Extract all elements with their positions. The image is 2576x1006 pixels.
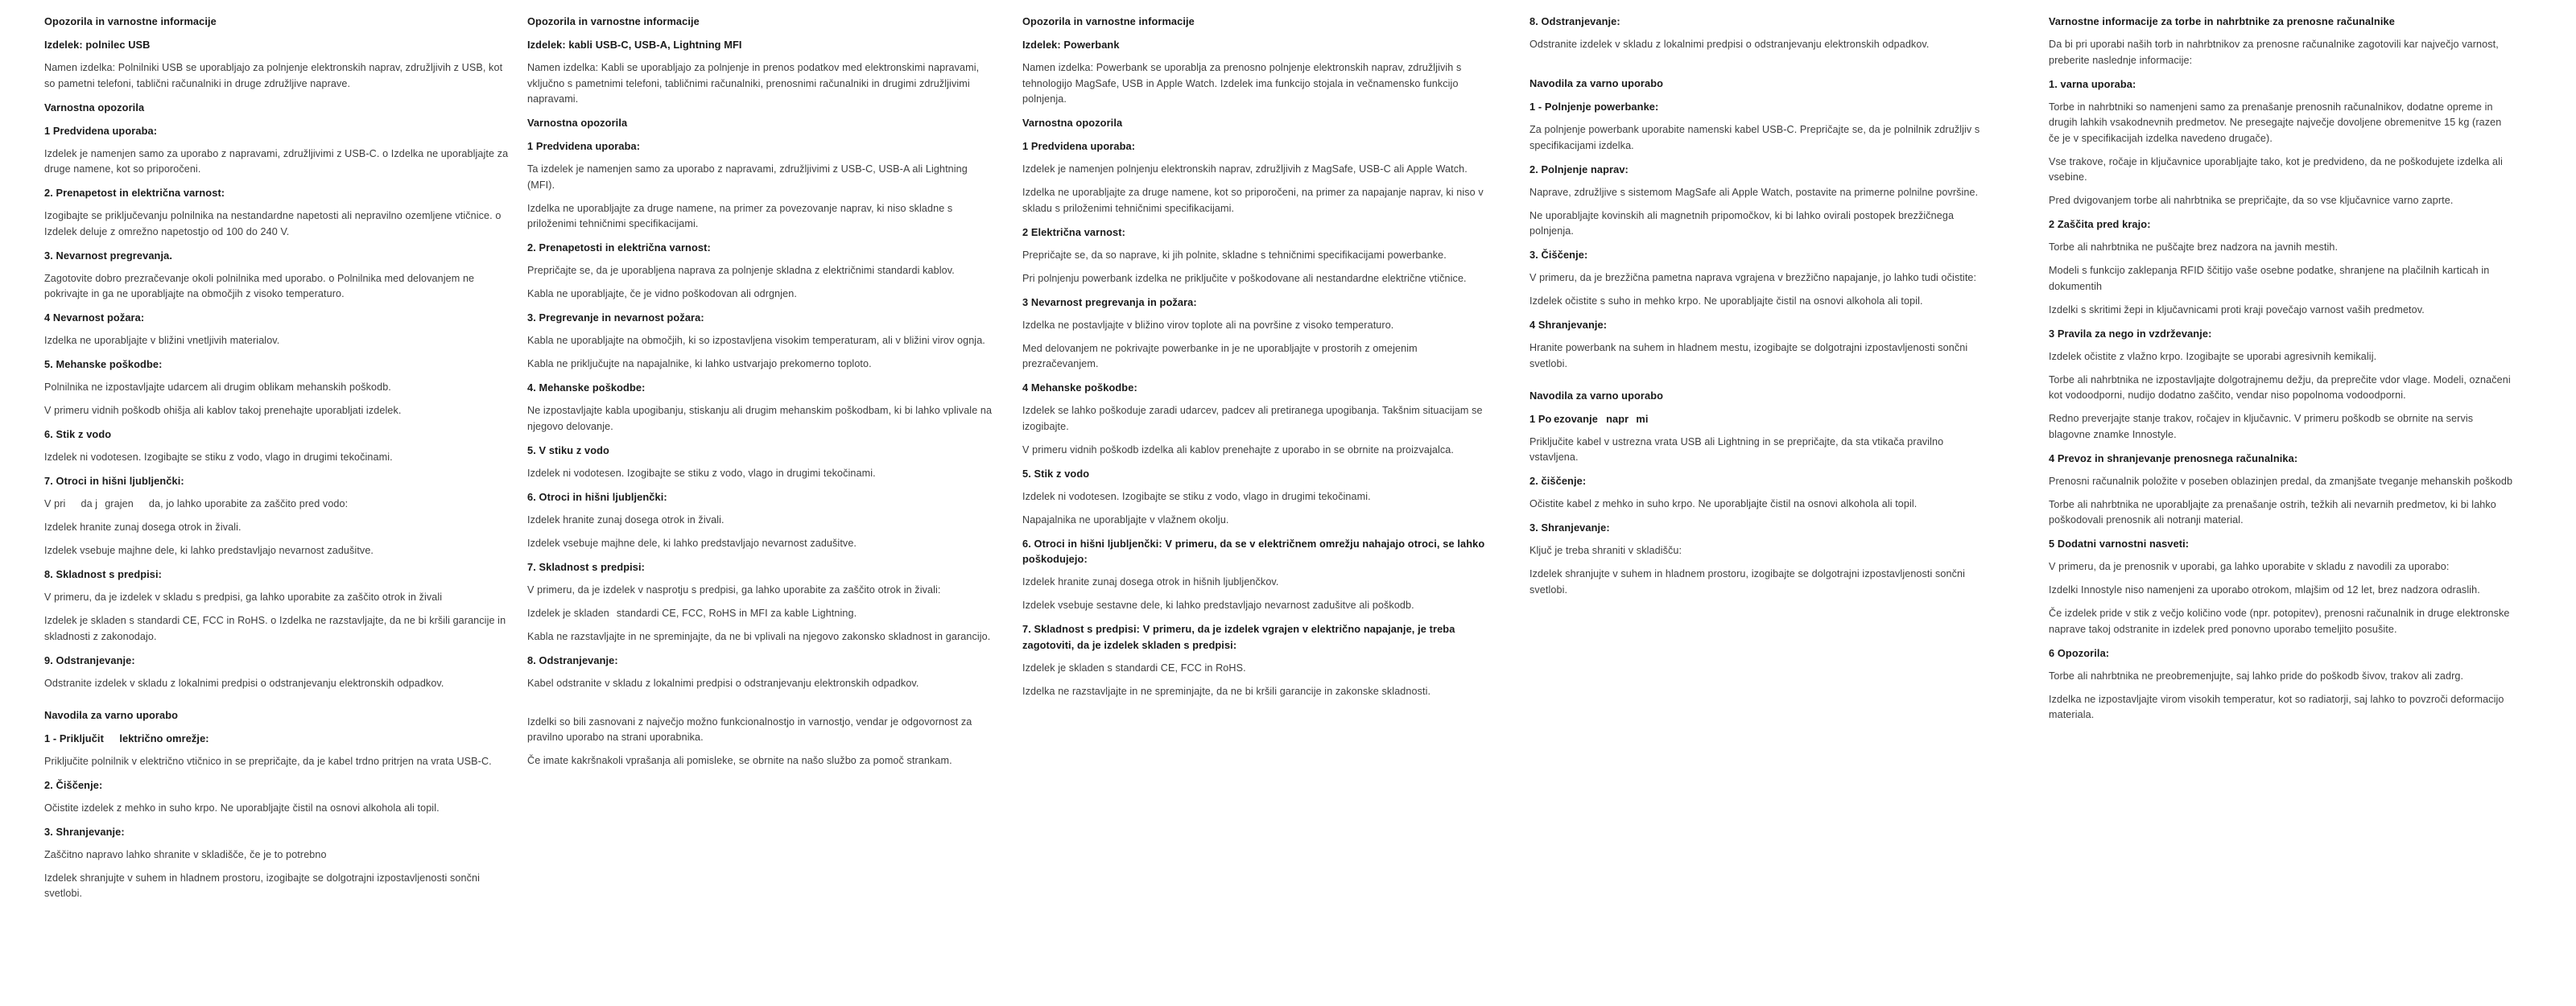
heading: 1 Predvidena uporaba: [1022, 140, 1136, 152]
heading: 3. Nevarnost pregrevanja. [44, 249, 172, 262]
column-cables [527, 14, 993, 777]
paragraph: Ne uporabljajte kovinskih ali magnetnih pripomočkov, ki bi lahko ovirali postopek brezžičnega polnjenja. [1530, 209, 1955, 237]
paragraph: Namen izdelka: Kabli se uporabljajo za polnjenje in prenos podatkov med elektronskimi napravami, vključno s pametnimi telefoni, tabličnimi računalniki, prenosnimi računalniki in drugimi združljivimi napravami. [527, 62, 980, 105]
heading: Izdelek: Powerbank [1022, 39, 1120, 51]
paragraph: Torbe ali nahrbtnika ne izpostavljajte dolgotrajnemu dežju, da preprečite vdor vlage. Modeli, označeni kot vodoodporni, nudijo dodatno zaščito, vendar niso popolnoma vodoodporni. [2049, 373, 2511, 401]
heading: 2. Čiščenje: [44, 778, 103, 791]
spacer [527, 699, 993, 715]
paragraph: Izdelek vsebuje sestavne dele, ki lahko predstavljajo nevarnost zadušitve ali poškodb. [1022, 600, 1414, 611]
paragraph: V primeru vidnih poškodb izdelka ali kablov prenehajte z uporabo in se obrnite na proizvajalca. [1022, 443, 1454, 456]
paragraph: Vse trakove, ročaje in ključavnice uporabljajte tako, kot je predvideno, da ne poškodujete izdelka ali vsebine. [2049, 155, 2503, 183]
paragraph: Naprave, združljive s sistemom MagSafe ali Apple Watch, postavite na primerne polnilne površine. [1530, 186, 1979, 198]
paragraph: Izdelka ne uporabljajte v bližini vnetljivih materialov. [44, 335, 280, 346]
heading: Navodila za varno uporabo [1530, 77, 1664, 89]
heading: 7. Skladnost s predpisi: V primeru, da je izdelek vgrajen v električno napajanje, je treba zagotoviti, da je izdelek skladen s predpisi: [1022, 623, 1455, 651]
paragraph: Očistite izdelek z mehko in suho krpo. Ne uporabljajte čistil na osnovi alkohola ali topil. [44, 802, 440, 814]
paragraph: Izdelek ni vodotesen. Izogibajte se stiku z vodo, vlago in drugimi tekočinami. [527, 467, 876, 479]
paragraph: Modeli s funkcijo zaklepanja RFID ščitijo vaše osebne podatke, shranjene na plačilnih karticah in dokumentih [2049, 265, 2490, 292]
paragraph: Izdelek hranite zunaj dosega otrok in živali. [527, 513, 724, 526]
paragraph: Pred dvigovanjem torbe ali nahrbtnika se prepričajte, da so vse ključavnice varno zaprte. [2049, 195, 2454, 206]
heading: 8. Odstranjevanje: [527, 653, 618, 666]
heading: 2. čiščenje: [1530, 475, 1587, 487]
heading: 5. Stik z vodo [1022, 467, 1090, 480]
paragraph: Med delovanjem ne pokrivajte powerbanke in je ne uporabljajte v prostorih z omejenim prezračevanjem. [1022, 342, 1418, 369]
paragraph: Izdelek je skladen standardi CE, FCC, RoHS in MFI za kable Lightning. [527, 607, 857, 619]
paragraph: Kabla ne priključujte na napajalnike, ki lahko ustvarjajo prekomerno toploto. [527, 358, 872, 369]
heading: Opozorila in varnostne informacije [527, 15, 700, 27]
heading: 3 Nevarnost pregrevanja in požara: [1022, 295, 1197, 308]
heading: Navodila za varno uporabo [44, 708, 179, 721]
heading: 5 Dodatni varnostni nasveti: [2049, 538, 2190, 550]
paragraph: Izdelek vsebuje majhne dele, ki lahko predstavljajo nevarnost zadušitve. [527, 537, 857, 549]
heading: 2 Električna varnost: [1022, 225, 1125, 238]
paragraph: Ključ je treba shraniti v skladišču: [1530, 545, 1682, 556]
paragraph: Torbe ali nahrbtnika ne puščajte brez nadzora na javnih mestih. [2049, 241, 2339, 253]
paragraph: Ta izdelek je namenjen samo za uporabo z napravami, združljivimi z USB-C, USB-A ali Lightning (MFI). [527, 163, 968, 191]
paragraph: Za polnjenje powerbank uporabite namenski kabel USB-C. Prepričajte se, da je polnilnik združljiv s specifikacijami izdelka. [1530, 124, 1980, 151]
heading: Izdelek: kabli USB-C, USB-A, Lightning MFI [527, 39, 742, 51]
paragraph: Kabla ne uporabljajte na območjih, ki so izpostavljena visokim temperaturam, ali v bližini virov ognja. [527, 335, 985, 346]
paragraph: Pri polnjenju powerbank izdelka ne priključite v poškodovane ali nestandardne električne vtičnice. [1022, 272, 1467, 284]
column-powerbank [1022, 14, 1488, 707]
paragraph: Prenosni računalnik položite v poseben oblazinjen predal, da zmanjšate tveganje mehanskih poškodb [2049, 475, 2513, 487]
heading: Varnostna opozorila [527, 117, 628, 129]
paragraph: Prepričajte se, da je uporabljena naprava za polnjenje skladna z električnimi standardi kablov. [527, 265, 955, 276]
heading: 6. Otroci in hišni ljubljenčki: V primeru, da se v električnem omrežju nahajajo otroci, se lahko poškodujejo: [1022, 537, 1485, 565]
paragraph: Izdelek je namenjen samo za uporabo z napravami, združljivimi z USB-C. o Izdelka ne uporabljajte za druge namene, kot so priporočeni. [44, 147, 509, 175]
heading: 4 Prevoz in shranjevanje prenosnega računalnika: [2049, 451, 2298, 464]
paragraph: Torbe ali nahrbtnika ne preobremenjujte, saj lahko pride do poškodb šivov, trakov ali zadrg. [2049, 670, 2464, 682]
heading: 4. Mehanske poškodbe: [527, 381, 646, 394]
heading: 7. Skladnost s predpisi: [527, 560, 646, 573]
paragraph: V pri da j grajen da, jo lahko uporabite za zaščito pred vodo: [44, 498, 349, 509]
heading: 2. Prenapetost in električna varnost: [44, 187, 225, 199]
paragraph: Da bi pri uporabi naših torb in nahrbtnikov za prenosne računalnike zagotovili kar največjo varnost, preberite naslednje informacije: [2049, 39, 2499, 66]
spacer [44, 699, 510, 707]
heading: 1. varna uporaba: [2049, 77, 2136, 90]
paragraph: Izdelek je skladen s standardi CE, FCC in RoHS. [1022, 662, 1246, 674]
paragraph: V primeru, da je izdelek v nasprotju s predpisi, ga lahko uporabite za zaščito otrok in živali: [527, 583, 941, 596]
paragraph: Torbe in nahrbtniki so namenjeni samo za prenašanje prenosnih računalnikov, dodatne opreme in drugih lahkih vsakodnevnih predmetov. Ne presegajte največje dovoljene obremenitve 15 kg (razen če je v specifikacijah izdelka navedeno drugače). [2049, 101, 2502, 144]
paragraph: V primeru, da je brezžična pametna naprava vgrajena v brezžično napajanje, jo lahko tudi očistite: [1530, 272, 1977, 283]
paragraph: Izdelek shranjujte v suhem in hladnem prostoru, izogibajte se dolgotrajni izpostavljenosti sončni svetlobi. [44, 872, 481, 899]
paragraph: Prepričajte se, da so naprave, ki jih polnite, skladne s tehničnimi specifikacijami powerbanke. [1022, 249, 1447, 261]
heading: 6. Stik z vodo [44, 428, 112, 440]
paragraph: Redno preverjajte stanje trakov, ročajev in ključavnic. V primeru poškodb se obrnite na servis blagovne znamke Innostyle. [2049, 413, 2474, 440]
paragraph: V primeru vidnih poškodb ohišja ali kablov takoj prenehajte uporabljati izdelek. [44, 405, 402, 416]
heading: 3 Pravila za nego in vzdrževanje: [2049, 327, 2212, 340]
column-laptop-bags [2049, 14, 2514, 731]
paragraph: Odstranite izdelek v skladu z lokalnimi predpisi o odstranjevanju elektronskih odpadkov. [44, 677, 444, 689]
paragraph: Izdelka ne razstavljajte in ne spreminjajte, da ne bi kršili garancije in zakonske skladnosti. [1022, 685, 1431, 697]
heading: 3. Pregrevanje in nevarnost požara: [527, 311, 704, 324]
heading: Varnostne informacije za torbe in nahrbtnike za prenosne računalnike [2049, 15, 2395, 27]
paragraph: Izdelek očistite z vlažno krpo. Izogibajte se uporabi agresivnih kemikalij. [2049, 350, 2377, 362]
heading: 3. Shranjevanje: [1530, 522, 1610, 534]
heading: 1 - Polnjenje powerbanke: [1530, 101, 1659, 113]
heading: 2. Prenapetosti in električna varnost: [527, 241, 711, 254]
heading: Izdelek: polnilec USB [44, 39, 151, 51]
paragraph: Izdelka ne uporabljajte za druge namene, kot so priporočeni, na primer za napajanje naprav, ki niso v skladu s priloženimi tehničnimi specifikacijami. [1022, 187, 1484, 214]
paragraph: Hranite powerbank na suhem in hladnem mestu, izogibajte se dolgotrajni izpostavljenosti sončni svetlobi. [1530, 342, 1968, 369]
heading: 5. V stiku z vodo [527, 443, 609, 456]
paragraph: Izdelek hranite zunaj dosega otrok in hišnih ljubljenčkov. [1022, 576, 1279, 588]
paragraph: V primeru, da je prenosnik v uporabi, ga lahko uporabite v skladu z navodili za uporabo: [2049, 561, 2450, 572]
paragraph: Odstranite izdelek v skladu z lokalnimi predpisi o odstranjevanju elektronskih odpadkov. [1530, 39, 1930, 50]
paragraph: Kabla ne razstavljajte in ne spreminjajte, da ne bi vplivali na njegovo zakonsko skladnost in garancijo. [527, 630, 991, 642]
column-powerbank-usage [1530, 14, 1995, 606]
paragraph: Če imate kakršnakoli vprašanja ali pomisleke, se obrnite na našo službo za pomoč strankam. [527, 755, 952, 766]
paragraph: Izdelek ni vodotesen. Izogibajte se stiku z vodo, vlago in drugimi tekočinami. [44, 451, 393, 463]
heading: 1 - Priključit lektrično omrežje: [44, 732, 209, 744]
paragraph: Izdelka ne izpostavljajte virom visokih temperatur, kot so radiatorji, saj lahko to povzroči deformacijo materiala. [2049, 693, 2504, 720]
paragraph: Torbe ali nahrbtnika ne uporabljajte za prenašanje ostrih, težkih ali nevarnih predmetov, ki bi lahko poškodovali prenosnik ali notranji material. [2049, 498, 2496, 526]
paragraph: Izdelki Innostyle niso namenjeni za uporabo otrokom, mlajšim od 12 let, brez nadzora odraslih. [2049, 584, 2480, 596]
spacer [1530, 60, 1995, 76]
paragraph: Izdelek očistite s suho in mehko krpo. Ne uporabljajte čistil na osnovi alkohola ali topil. [1530, 295, 1923, 307]
heading: Varnostna opozorila [44, 101, 145, 113]
paragraph: Izogibajte se priključevanju polnilnika na nestandardne napetosti ali nepravilno ozemljene vtičnice. o Izdelek deluje z omrežno napetostjo od 100 do 240 V. [44, 210, 502, 237]
heading: 4 Nevarnost požara: [44, 311, 145, 324]
heading: 9. Odstranjevanje: [44, 653, 135, 666]
spacer [1530, 380, 1995, 388]
heading: 8. Odstranjevanje: [1530, 15, 1620, 27]
heading: 6. Otroci in hišni ljubljenčki: [527, 490, 667, 503]
paragraph: Izdelka ne postavljajte v bližino virov toplote ali na površine z visoko temperaturo. [1022, 319, 1394, 331]
heading: 6 Opozorila: [2049, 646, 2110, 659]
paragraph: Izdelek hranite zunaj dosega otrok in živali. [44, 522, 242, 533]
paragraph: Polnilnika ne izpostavljajte udarcem ali drugim oblikam mehanskih poškodb. [44, 381, 391, 393]
heading: 2 Zaščita pred krajo: [2049, 218, 2151, 230]
heading: Varnostna opozorila [1022, 117, 1123, 129]
paragraph: Očistite kabel z mehko in suho krpo. Ne uporabljajte čistil na osnovi alkohola ali topil. [1530, 498, 1918, 509]
paragraph: Izdelek vsebuje majhne dele, ki lahko predstavljajo nevarnost zadušitve. [44, 545, 374, 556]
paragraph: Priključite polnilnik v električno vtičnico in se prepričajte, da je kabel trdno pritrjen na vrata USB-C. [44, 755, 492, 767]
paragraph: Ne izpostavljajte kabla upogibanju, stiskanju ali drugim mehanskim poškodbam, ki bi lahko vplivale na njegovo delovanje. [527, 405, 993, 432]
paragraph: Namen izdelka: Polnilniki USB se uporabljajo za polnjenje elektronskih naprav, združljivih z USB, kot so pametni telefoni, tablični računalniki in druge združljive naprave. [44, 62, 503, 89]
column-usb-charger [44, 14, 510, 909]
heading: 5. Mehanske poškodbe: [44, 358, 163, 370]
heading: 1 Predvidena uporaba: [527, 140, 641, 152]
paragraph: Izdelek se lahko poškoduje zaradi udarcev, padcev ali pretiranega upogibanja. Takšnim situacijam se izogibajte. [1022, 405, 1483, 432]
paragraph: Kabla ne uporabljajte, če je vidno poškodovan ali odrgnjen. [527, 288, 797, 299]
paragraph: Zagotovite dobro prezračevanje okoli polnilnika med uporabo. o Polnilnika med delovanjem ne pokrivajte in ga ne uporabljajte na območjih z visoko temperaturo. [44, 272, 475, 299]
paragraph: Izdelek ni vodotesen. Izogibajte se stiku z vodo, vlago in drugimi tekočinami. [1022, 490, 1371, 502]
heading: Opozorila in varnostne informacije [44, 15, 217, 27]
paragraph: Izdelki so bili zasnovani z največjo možno funkcionalnostjo in varnostjo, vendar je odgovornost za pravilno uporabo na strani uporabnika. [527, 715, 972, 743]
heading: Navodila za varno uporabo [1530, 389, 1664, 402]
paragraph: Priključite kabel v ustrezna vrata USB ali Lightning in se prepričajte, da sta vtikača pravilno vstavljena. [1530, 435, 1944, 463]
paragraph: Zaščitno napravo lahko shranite v skladišče, če je to potrebno [44, 848, 327, 860]
heading: 7. Otroci in hišni ljubljenčki: [44, 475, 184, 487]
paragraph: Napajalnika ne uporabljajte v vlažnem okolju. [1022, 513, 1229, 526]
paragraph: Izdelek je skladen s standardi CE, FCC in RoHS. o Izdelka ne razstavljajte, da ne bi kršili garancije in skladnosti z zakonodajo. [44, 615, 506, 642]
paragraph: Namen izdelka: Powerbank se uporablja za prenosno polnjenje elektronskih naprav, združljivih s tehnologijo MagSafe, USB in Apple Watch. Izdelek ima funkcijo stojala in večnamensko funkcijo polnjenja. [1022, 62, 1462, 105]
heading: 4 Mehanske poškodbe: [1022, 381, 1137, 394]
heading: 2. Polnjenje naprav: [1530, 163, 1629, 175]
heading: 3. Shranjevanje: [44, 825, 125, 838]
heading: 3. Čiščenje: [1530, 249, 1588, 261]
heading: 8. Skladnost s predpisi: [44, 568, 163, 580]
paragraph: V primeru, da je izdelek v skladu s predpisi, ga lahko uporabite za zaščito otrok in živali [44, 592, 443, 603]
paragraph: Izdelek je namenjen polnjenju elektronskih naprav, združljivih z MagSafe, USB-C ali Apple Watch. [1022, 163, 1468, 175]
heading: Opozorila in varnostne informacije [1022, 15, 1195, 27]
paragraph: Če izdelek pride v stik z večjo količino vode (npr. potopitev), prenosni računalnik in druge elektronske naprave takoj odstranite in izdelek pred ponovno uporabo temeljito posušite. [2049, 608, 2510, 635]
heading: 1 Predvidena uporaba: [44, 124, 158, 137]
paragraph: Izdelka ne uporabljajte za druge namene, na primer za povezovanje naprav, ki niso skladne s priloženimi tehničnimi specifikacijami. [527, 202, 953, 229]
heading: 4 Shranjevanje: [1530, 319, 1608, 331]
paragraph: Kabel odstranite v skladu z lokalnimi predpisi o odstranjevanju elektronskih odpadkov. [527, 677, 919, 689]
heading: 1 Po ezovanje napr mi [1530, 412, 1651, 425]
paragraph: Izdelki s skritimi žepi in ključavnicami proti kraji povečajo varnost vaših predmetov. [2049, 303, 2425, 315]
paragraph: Izdelek shranjujte v suhem in hladnem prostoru, izogibajte se dolgotrajni izpostavljenosti sončni svetlobi. [1530, 568, 1966, 596]
